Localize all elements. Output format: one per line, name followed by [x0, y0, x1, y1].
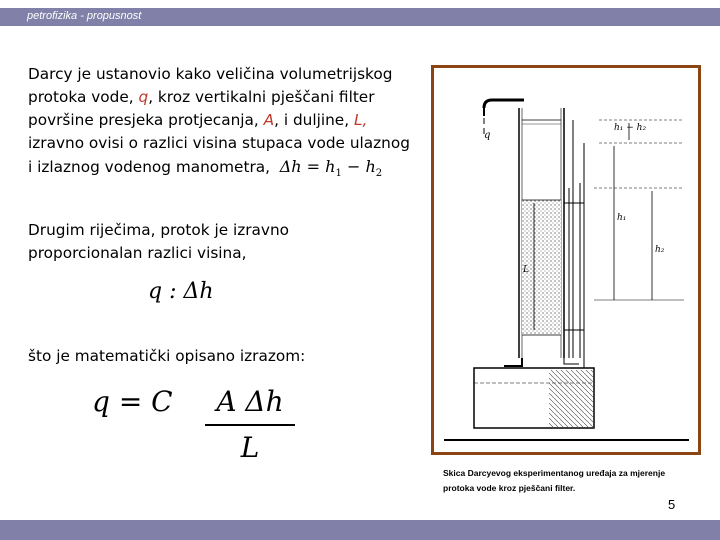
label-q: q [484, 130, 491, 141]
formula-proportional: q : Δh [148, 279, 214, 304]
paragraph-darcy [28, 63, 418, 185]
page-number: 5 [668, 497, 676, 512]
p1-text-3: , i duljine, [274, 111, 354, 129]
p1-text-4: izravno ovisi o razlici visina stupaca vode ulaznog i izlaznog vodenog manometra, [28, 134, 410, 176]
label-L: L [523, 265, 529, 275]
var-q: q [138, 88, 149, 106]
label-h1: h₁ [617, 213, 627, 223]
delta-h-formula: $\Delta h = h_1 - h_2$ [279, 157, 383, 180]
paragraph-proportional: Drugim riječima, protok je izravno proporcionalan razlici visina, [28, 221, 290, 262]
outlet-tank [474, 358, 594, 428]
label-h2: h₂ [655, 245, 665, 255]
darcy-formula-lhs: q = C [92, 385, 173, 418]
paragraph-math: što je matematički opisano izrazom: [28, 347, 306, 365]
darcy-formula-fraction [205, 385, 295, 464]
header-title: petrofizika - propusnost [27, 10, 142, 22]
inlet-pipe [484, 100, 524, 134]
apparatus-drawing [434, 68, 698, 452]
var-L: L, [353, 111, 368, 129]
p1-text-2: , kroz vertikalni pješčani filter površine presjeka protjecanja, [28, 88, 375, 129]
var-A: A [263, 111, 275, 129]
header-bar [0, 8, 720, 26]
p1-text-1: Darcy je ustanovio kako veličina volumetrijskog protoka vode, [28, 65, 393, 106]
filter-column [519, 108, 564, 358]
fraction-numerator: A Δh [216, 385, 284, 418]
label-h1-minus-h2: h₁ − h₂ [614, 123, 647, 133]
footer-bar [0, 520, 720, 540]
manometer-tubes [564, 120, 584, 358]
fraction-denominator: L [240, 430, 260, 464]
darcy-apparatus-figure [431, 65, 701, 455]
figure-caption: Skica Darcyevog eksperimentanog uređaja za mjerenje protoka vode kroz pješčani filter. [443, 468, 666, 493]
fraction-line [205, 424, 295, 426]
